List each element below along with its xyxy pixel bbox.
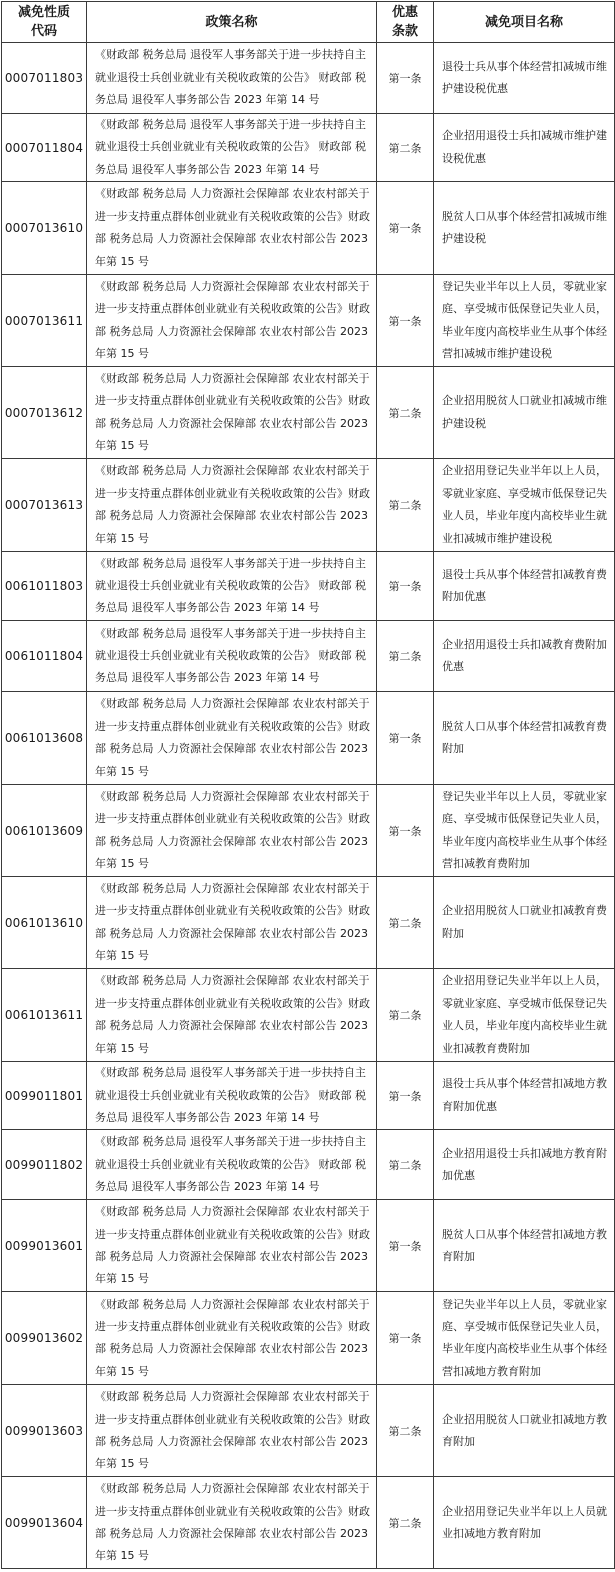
reduction-code-cell: 0061011803 — [2, 552, 87, 621]
policy-name-cell: 《财政部 税务总局 人力资源社会保障部 农业农村部关于进一步支持重点群体创业就业有关税收政策的公告》财政部 税务总局 人力资源社会保障部 农业农村部公告 2023 年第 15 号 — [87, 969, 377, 1062]
reduction-code-cell: 0007011803 — [2, 43, 87, 114]
article-cell: 第二条 — [377, 621, 434, 692]
policy-name-cell: 《财政部 税务总局 人力资源社会保障部 农业农村部关于进一步支持重点群体创业就业有关税收政策的公告》财政部 税务总局 人力资源社会保障部 农业农村部公告 2023 年第 15 号 — [87, 692, 377, 785]
policy-name-cell: 《财政部 税务总局 退役军人事务部关于进一步扶持自主就业退役士兵创业就业有关税收政策的公告》 财政部 税务总局 退役军人事务部公告 2023 年第 14 号 — [87, 1062, 377, 1130]
tax-reduction-table-sheet — [1, 1, 614, 1569]
reduction-code-cell: 0099013603 — [2, 1385, 87, 1477]
article-cell: 第二条 — [377, 367, 434, 459]
article-cell: 第二条 — [377, 1477, 434, 1569]
policy-name-cell: 《财政部 税务总局 人力资源社会保障部 农业农村部关于进一步支持重点群体创业就业有关税收政策的公告》财政部 税务总局 人力资源社会保障部 农业农村部公告 2023 年第 15 号 — [87, 459, 377, 552]
header-article-line1: 优惠 — [391, 5, 418, 20]
table-header-row — [2, 2, 615, 43]
item-name-cell: 企业招用脱贫人口就业扣减地方教育附加 — [434, 1385, 615, 1477]
table-row — [2, 1477, 615, 1569]
item-name-cell: 退役士兵从事个体经营扣减地方教育附加优惠 — [434, 1062, 615, 1130]
policy-name-cell: 《财政部 税务总局 人力资源社会保障部 农业农村部关于进一步支持重点群体创业就业有关税收政策的公告》财政部 税务总局 人力资源社会保障部 农业农村部公告 2023 年第 15 号 — [87, 785, 377, 877]
header-policy-name: 政策名称 — [87, 2, 377, 43]
item-name-cell: 退役士兵从事个体经营扣减教育费附加优惠 — [434, 552, 615, 621]
table-row — [2, 692, 615, 785]
item-name-cell: 企业招用登记失业半年以上人员，零就业家庭、享受城市低保登记失业人员，毕业年度内高校毕业生就业扣减城市维护建设税 — [434, 459, 615, 552]
table-row — [2, 114, 615, 182]
reduction-code-cell: 0061011804 — [2, 621, 87, 692]
table-row — [2, 552, 615, 621]
reduction-code-cell: 0007013612 — [2, 367, 87, 459]
table-row — [2, 275, 615, 367]
table-row — [2, 459, 615, 552]
table-row — [2, 1130, 615, 1200]
policy-name-cell: 《财政部 税务总局 人力资源社会保障部 农业农村部关于进一步支持重点群体创业就业有关税收政策的公告》财政部 税务总局 人力资源社会保障部 农业农村部公告 2023 年第 15 号 — [87, 1292, 377, 1385]
article-cell: 第一条 — [377, 785, 434, 877]
table-row — [2, 1200, 615, 1292]
reduction-code-cell: 0099011801 — [2, 1062, 87, 1130]
table-row — [2, 969, 615, 1062]
table-body — [2, 43, 615, 1569]
item-name-cell: 登记失业半年以上人员，零就业家庭、享受城市低保登记失业人员，毕业年度内高校毕业生从事个体经营扣减地方教育附加 — [434, 1292, 615, 1385]
header-item-name: 减免项目名称 — [434, 2, 615, 43]
policy-name-cell: 《财政部 税务总局 人力资源社会保障部 农业农村部关于进一步支持重点群体创业就业有关税收政策的公告》财政部 税务总局 人力资源社会保障部 农业农村部公告 2023 年第 15 号 — [87, 1200, 377, 1292]
header-preferential-article — [377, 2, 434, 43]
article-cell: 第二条 — [377, 459, 434, 552]
item-name-cell: 脱贫人口从事个体经营扣减城市维护建设税 — [434, 182, 615, 275]
table-row — [2, 785, 615, 877]
item-name-cell: 企业招用登记失业半年以上人员，零就业家庭、享受城市低保登记失业人员，毕业年度内高校毕业生就业扣减教育费附加 — [434, 969, 615, 1062]
article-cell: 第一条 — [377, 1200, 434, 1292]
item-name-cell: 企业招用脱贫人口就业扣减城市维护建设税 — [434, 367, 615, 459]
policy-name-cell: 《财政部 税务总局 退役军人事务部关于进一步扶持自主就业退役士兵创业就业有关税收政策的公告》 财政部 税务总局 退役军人事务部公告 2023 年第 14 号 — [87, 43, 377, 114]
article-cell: 第一条 — [377, 552, 434, 621]
reduction-code-cell: 0061013608 — [2, 692, 87, 785]
reduction-code-cell: 0007013613 — [2, 459, 87, 552]
reduction-code-cell: 0007013611 — [2, 275, 87, 367]
reduction-code-cell: 0007013610 — [2, 182, 87, 275]
item-name-cell: 企业招用退役士兵扣减地方教育附加优惠 — [434, 1130, 615, 1200]
table-row — [2, 1062, 615, 1130]
policy-name-cell: 《财政部 税务总局 退役军人事务部关于进一步扶持自主就业退役士兵创业就业有关税收政策的公告》 财政部 税务总局 退役军人事务部公告 2023 年第 14 号 — [87, 621, 377, 692]
policy-name-cell: 《财政部 税务总局 人力资源社会保障部 农业农村部关于进一步支持重点群体创业就业有关税收政策的公告》财政部 税务总局 人力资源社会保障部 农业农村部公告 2023 年第 15 号 — [87, 275, 377, 367]
header-reduction-code-line2: 代码 — [30, 24, 57, 39]
article-cell: 第一条 — [377, 1062, 434, 1130]
policy-name-cell: 《财政部 税务总局 人力资源社会保障部 农业农村部关于进一步支持重点群体创业就业有关税收政策的公告》财政部 税务总局 人力资源社会保障部 农业农村部公告 2023 年第 15 号 — [87, 1385, 377, 1477]
item-name-cell: 企业招用脱贫人口就业扣减教育费附加 — [434, 877, 615, 969]
policy-name-cell: 《财政部 税务总局 退役军人事务部关于进一步扶持自主就业退役士兵创业就业有关税收政策的公告》 财政部 税务总局 退役军人事务部公告 2023 年第 14 号 — [87, 114, 377, 182]
table-row — [2, 182, 615, 275]
item-name-cell: 企业招用退役士兵扣减城市维护建设税优惠 — [434, 114, 615, 182]
policy-name-cell: 《财政部 税务总局 人力资源社会保障部 农业农村部关于进一步支持重点群体创业就业有关税收政策的公告》财政部 税务总局 人力资源社会保障部 农业农村部公告 2023 年第 15 号 — [87, 367, 377, 459]
policy-name-cell: 《财政部 税务总局 退役军人事务部关于进一步扶持自主就业退役士兵创业就业有关税收政策的公告》 财政部 税务总局 退役军人事务部公告 2023 年第 14 号 — [87, 1130, 377, 1200]
policy-name-cell: 《财政部 税务总局 人力资源社会保障部 农业农村部关于进一步支持重点群体创业就业有关税收政策的公告》财政部 税务总局 人力资源社会保障部 农业农村部公告 2023 年第 15 号 — [87, 877, 377, 969]
reduction-code-cell: 0007011804 — [2, 114, 87, 182]
reduction-code-cell: 0061013609 — [2, 785, 87, 877]
policy-name-cell: 《财政部 税务总局 退役军人事务部关于进一步扶持自主就业退役士兵创业就业有关税收政策的公告》 财政部 税务总局 退役军人事务部公告 2023 年第 14 号 — [87, 552, 377, 621]
article-cell: 第一条 — [377, 692, 434, 785]
item-name-cell: 脱贫人口从事个体经营扣减地方教育附加 — [434, 1200, 615, 1292]
article-cell: 第二条 — [377, 1130, 434, 1200]
table-row — [2, 1292, 615, 1385]
header-reduction-code-line1: 减免性质 — [17, 5, 70, 20]
item-name-cell: 脱贫人口从事个体经营扣减教育费附加 — [434, 692, 615, 785]
article-cell: 第一条 — [377, 43, 434, 114]
tax-reduction-table — [1, 1, 615, 1569]
article-cell: 第一条 — [377, 275, 434, 367]
table-row — [2, 1385, 615, 1477]
reduction-code-cell: 0099013602 — [2, 1292, 87, 1385]
item-name-cell: 登记失业半年以上人员，零就业家庭、享受城市低保登记失业人员，毕业年度内高校毕业生从事个体经营扣减教育费附加 — [434, 785, 615, 877]
table-row — [2, 877, 615, 969]
article-cell: 第二条 — [377, 1385, 434, 1477]
header-article-line2: 条款 — [391, 24, 418, 39]
reduction-code-cell: 0099011802 — [2, 1130, 87, 1200]
item-name-cell: 登记失业半年以上人员，零就业家庭、享受城市低保登记失业人员，毕业年度内高校毕业生从事个体经营扣减城市维护建设税 — [434, 275, 615, 367]
item-name-cell: 退役士兵从事个体经营扣减城市维护建设税优惠 — [434, 43, 615, 114]
article-cell: 第二条 — [377, 969, 434, 1062]
table-row — [2, 367, 615, 459]
item-name-cell: 企业招用退役士兵扣减教育费附加优惠 — [434, 621, 615, 692]
reduction-code-cell: 0099013601 — [2, 1200, 87, 1292]
article-cell: 第一条 — [377, 1292, 434, 1385]
article-cell: 第一条 — [377, 182, 434, 275]
item-name-cell: 企业招用登记失业半年以上人员就业扣减地方教育附加 — [434, 1477, 615, 1569]
reduction-code-cell: 0061013611 — [2, 969, 87, 1062]
article-cell: 第二条 — [377, 114, 434, 182]
reduction-code-cell: 0061013610 — [2, 877, 87, 969]
article-cell: 第二条 — [377, 877, 434, 969]
policy-name-cell: 《财政部 税务总局 人力资源社会保障部 农业农村部关于进一步支持重点群体创业就业有关税收政策的公告》财政部 税务总局 人力资源社会保障部 农业农村部公告 2023 年第 15 号 — [87, 1477, 377, 1569]
policy-name-cell: 《财政部 税务总局 人力资源社会保障部 农业农村部关于进一步支持重点群体创业就业有关税收政策的公告》财政部 税务总局 人力资源社会保障部 农业农村部公告 2023 年第 15 号 — [87, 182, 377, 275]
table-row — [2, 43, 615, 114]
header-reduction-code — [2, 2, 87, 43]
reduction-code-cell: 0099013604 — [2, 1477, 87, 1569]
table-row — [2, 621, 615, 692]
